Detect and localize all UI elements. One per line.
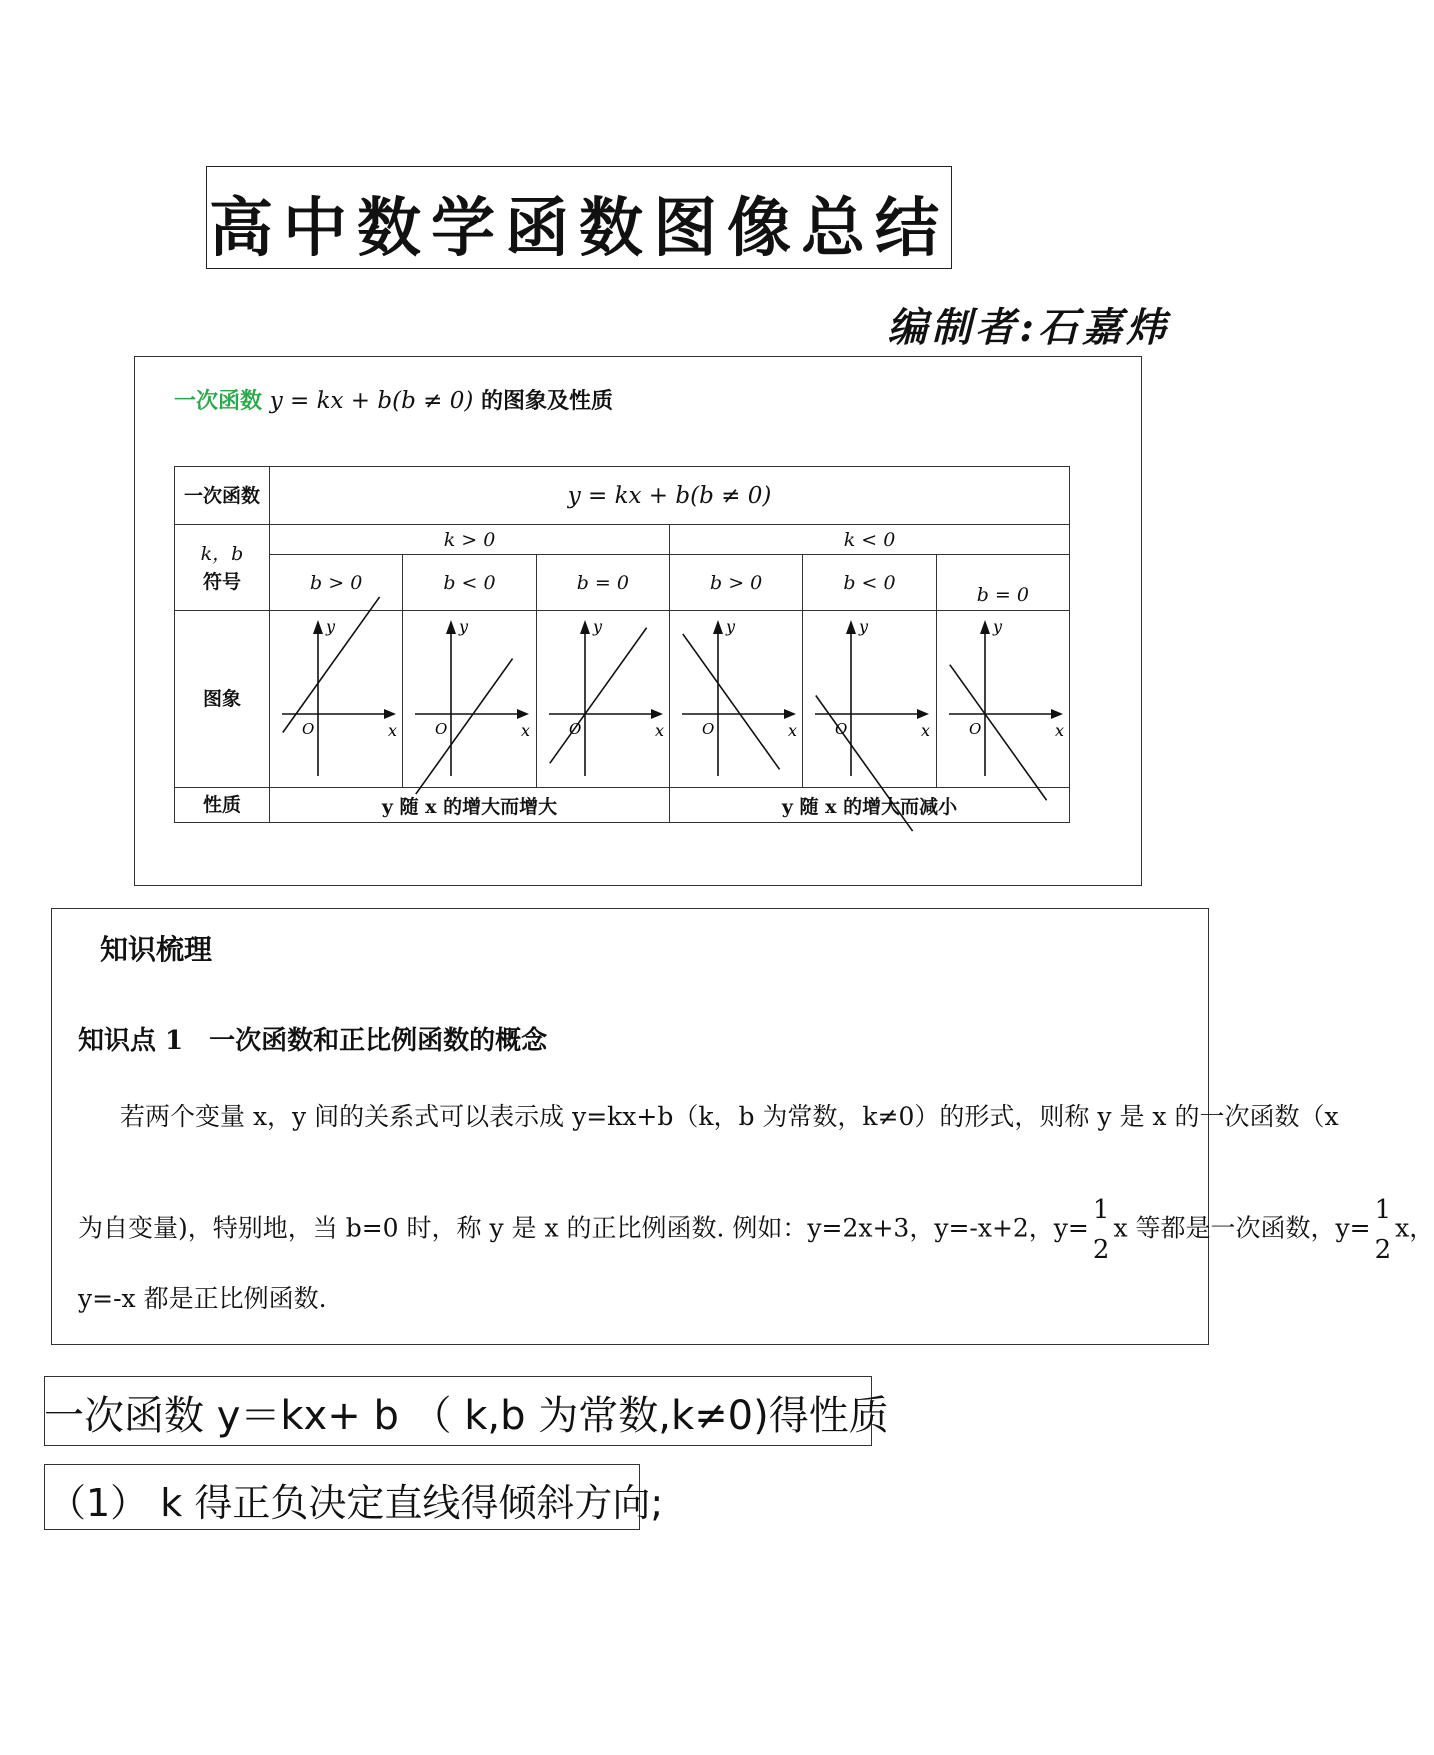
x-axis-arrow xyxy=(517,709,529,719)
b-condition: b = 0 xyxy=(536,555,669,611)
x-axis-arrow xyxy=(917,709,929,719)
fraction-numerator: 1 xyxy=(1374,1195,1392,1225)
x-axis-label: x xyxy=(921,721,931,740)
graph-cell xyxy=(936,611,1069,788)
figure-heading-suffix: 的图象及性质 xyxy=(473,388,613,414)
origin-label: O xyxy=(302,720,315,738)
table-row xyxy=(175,555,1070,611)
property-increasing: y 随 x 的增大而增大 xyxy=(270,788,670,823)
line-graph-5 xyxy=(805,614,933,784)
line-graph-2 xyxy=(405,614,533,784)
fraction-numerator: 1 xyxy=(1092,1195,1110,1225)
knowledge-paragraph-line xyxy=(78,1190,1434,1270)
graph-cell xyxy=(403,611,536,788)
function-line xyxy=(416,659,513,795)
k-negative-header: k < 0 xyxy=(669,525,1069,555)
x-axis-label: x xyxy=(788,721,798,740)
function-line xyxy=(683,634,780,770)
row-head-signs-math: k，b xyxy=(200,542,244,565)
b-condition: b < 0 xyxy=(403,555,536,611)
text-run: 为自变量)，特别地，当 b=0 时，称 y 是 x 的正比例函数. 例如：y=2x+3，y=-x+2，y= xyxy=(78,1213,1089,1243)
row-head-graph: 图象 xyxy=(175,611,270,788)
origin-label: O xyxy=(968,720,982,738)
x-axis-label: x xyxy=(388,721,398,740)
figure-heading xyxy=(174,384,613,415)
row-head-signs xyxy=(175,525,270,611)
title-box xyxy=(206,166,952,269)
y-axis-label: y xyxy=(592,617,602,636)
table-row xyxy=(175,611,1070,788)
y-axis-label: y xyxy=(326,617,336,636)
knowledge-paragraph-line: 若两个变量 x，y 间的关系式可以表示成 y=kx+b（k，b 为常数，k≠0）的形式，则称 y 是 x 的一次函数（x xyxy=(120,1102,1339,1131)
graph-cell xyxy=(270,611,403,788)
table-row xyxy=(175,467,1070,525)
table-row xyxy=(175,788,1070,823)
y-axis-arrow xyxy=(580,620,590,634)
y-axis-arrow xyxy=(446,620,456,634)
y-axis-arrow xyxy=(313,620,323,634)
property-decreasing: y 随 x 的增大而减小 xyxy=(669,788,1069,823)
x-axis-arrow xyxy=(384,709,396,719)
knowledge-point-title: 知识点 1 一次函数和正比例函数的概念 xyxy=(78,1026,548,1056)
figure-heading-label: 一次函数 xyxy=(174,388,263,414)
line-graph-4 xyxy=(672,614,800,784)
y-axis-label: y xyxy=(459,617,469,636)
fraction xyxy=(1093,1190,1110,1270)
knowledge-title: 知识梳理 xyxy=(100,933,213,966)
row-head-signs-text: 符号 xyxy=(202,570,241,593)
y-axis-arrow xyxy=(846,620,856,634)
text-run: x， xyxy=(1395,1213,1434,1243)
origin-label: O xyxy=(568,720,582,738)
origin-label: O xyxy=(702,720,715,738)
table-row xyxy=(175,525,1070,555)
origin-label: O xyxy=(435,720,448,738)
fraction-denominator: 2 xyxy=(1092,1235,1110,1265)
line-graph-3 xyxy=(539,614,667,784)
x-axis-arrow xyxy=(784,709,796,719)
linear-function-table xyxy=(174,466,1070,823)
fraction-denominator: 2 xyxy=(1374,1235,1392,1265)
k-positive-header: k > 0 xyxy=(270,525,670,555)
x-axis-label: x xyxy=(521,721,531,740)
y-axis-label: y xyxy=(992,617,1002,636)
function-line xyxy=(550,628,647,764)
b-condition: b < 0 xyxy=(803,555,936,611)
y-axis-label: y xyxy=(726,617,736,636)
y-axis-arrow xyxy=(980,620,990,634)
y-axis-label: y xyxy=(859,617,869,636)
b-condition: b = 0 xyxy=(936,555,1069,611)
general-formula: y = kx + b(b ≠ 0) xyxy=(270,467,1070,525)
row-head-property: 性质 xyxy=(175,788,270,823)
row-head-function: 一次函数 xyxy=(175,467,270,525)
x-axis-label: x xyxy=(1054,721,1064,740)
function-line xyxy=(950,665,1047,801)
summary-item-1: （1） k 得正负决定直线得倾斜方向; xyxy=(48,1481,664,1525)
x-axis-arrow xyxy=(1051,709,1063,719)
x-axis-arrow xyxy=(651,709,663,719)
line-graph-6 xyxy=(939,614,1067,784)
origin-label: O xyxy=(835,720,848,738)
figure-heading-formula: y = kx + b(b ≠ 0) xyxy=(269,388,474,414)
line-graph-1 xyxy=(272,614,400,784)
b-condition: b > 0 xyxy=(669,555,802,611)
document-title: 高中数学函数图像总结 xyxy=(209,191,949,266)
text-run: x 等都是一次函数，y= xyxy=(1113,1213,1371,1243)
author-line: 编制者:石嘉炜 xyxy=(887,304,1170,351)
b-condition: b > 0 xyxy=(270,555,403,611)
graph-cell xyxy=(536,611,669,788)
summary-title: 一次函数 y＝kx+ b （ k,b 为常数,k≠0)得性质 xyxy=(44,1393,889,1439)
fraction xyxy=(1375,1190,1392,1270)
knowledge-paragraph-line: y=-x 都是正比例函数. xyxy=(78,1284,327,1313)
graph-cell xyxy=(803,611,936,788)
y-axis-arrow xyxy=(713,620,723,634)
x-axis-label: x xyxy=(654,721,664,740)
graph-cell xyxy=(669,611,802,788)
